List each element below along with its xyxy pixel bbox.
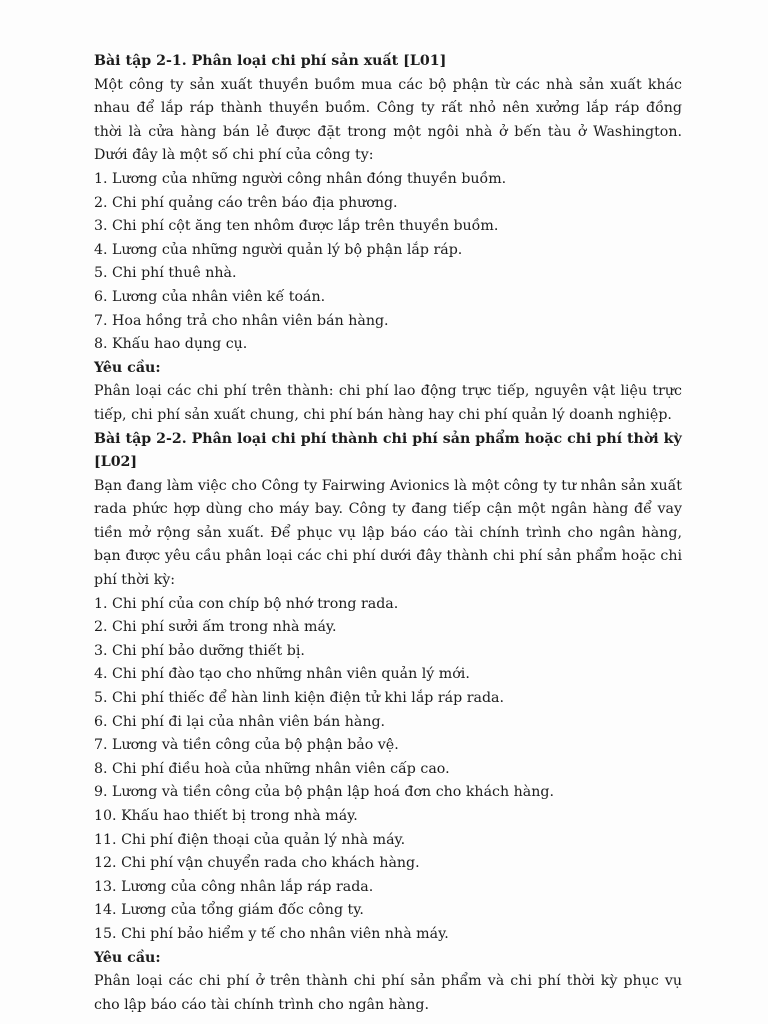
exercise-1-requirement-label: Yêu cầu:: [94, 359, 161, 376]
list-item: 5. Chi phí thiếc để hàn linh kiện điện tử khi lắp ráp rada.: [94, 690, 505, 707]
list-item: 1. Lương của những người công nhân đóng thuyền buồm.: [94, 170, 507, 187]
list-item: 12. Chi phí vận chuyển rada cho khách hàng.: [94, 855, 420, 872]
list-item: 11. Chi phí điện thoại của quản lý nhà máy.: [94, 831, 406, 848]
list-item: 10. Khấu hao thiết bị trong nhà máy.: [94, 808, 358, 824]
list-item: 6. Chi phí đi lại của nhân viên bán hàng.: [94, 713, 386, 730]
exercise-2-requirement-text: Phân loại các chi phí ở trên thành chi phí sản phẩm và chi phí thời kỳ phục vụ cho lập báo cáo tài chính trình cho ngân hàng.: [94, 973, 682, 1013]
list-item: 4. Chi phí đào tạo cho những nhân viên quản lý mới.: [94, 666, 470, 683]
exercise-2-title: Bài tập 2-2. Phân loại chi phí thành chi phí sản phẩm hoặc chi phí thời kỳ [L02]: [94, 430, 682, 471]
list-item: 2. Chi phí quảng cáo trên báo địa phương.: [94, 194, 398, 211]
list-item: 8. Chi phí điều hoà của những nhân viên cấp cao.: [94, 760, 450, 777]
list-item: 3. Chi phí bảo dưỡng thiết bị.: [94, 642, 305, 659]
list-item: 13. Lương của công nhân lắp ráp rada.: [94, 878, 374, 895]
exercise-2-cost-list: [94, 593, 682, 947]
list-item: 3. Chi phí cột ăng ten nhôm được lắp trên thuyền buồm.: [94, 218, 499, 235]
exercise-1-title: Bài tập 2-1. Phân loại chi phí sản xuất [L01]: [94, 53, 447, 69]
list-item: 6. Lương của nhân viên kế toán.: [94, 288, 326, 305]
list-item: 1. Chi phí của con chíp bộ nhớ trong rada.: [94, 595, 399, 612]
exercise-1-requirement-text: Phân loại các chi phí trên thành: chi phí lao động trực tiếp, nguyên vật liệu trực tiếp, chi phí sản xuất chung, chi phí bán hàng hay chi phí quản lý doanh nghiệp.: [94, 383, 682, 423]
list-item: 9. Lương và tiền công của bộ phận lập hoá đơn cho khách hàng.: [94, 784, 554, 801]
list-item: 7. Hoa hồng trả cho nhân viên bán hàng.: [94, 312, 389, 329]
exercise-2-intro: Bạn đang làm việc cho Công ty Fairwing Avionics là một công ty tư nhân sản xuất rada phức hợp dùng cho máy bay. Công ty đang tiếp cận một ngân hàng để vay tiền mở rộng sản xuất. Để phục vụ lập báo cáo tài chính trình cho ngân hàng, bạn được yêu cầu phân loại các chi phí dưới đây thành chi phí sản phẩm hoặc chi phí thời kỳ:: [94, 477, 682, 589]
list-item: 8. Khấu hao dụng cụ.: [94, 336, 248, 353]
list-item: 4. Lương của những người quản lý bộ phận lắp ráp.: [94, 241, 463, 258]
list-item: 2. Chi phí sưởi ấm trong nhà máy.: [94, 619, 337, 636]
document-body: [94, 50, 682, 1017]
list-item: 7. Lương và tiền công của bộ phận bảo vệ.: [94, 737, 399, 754]
list-item: 5. Chi phí thuê nhà.: [94, 265, 237, 282]
exercise-2-requirement-label: Yêu cầu:: [94, 949, 161, 966]
exercise-1-cost-list: [94, 168, 682, 357]
exercise-1-intro: Một công ty sản xuất thuyền buồm mua các bộ phận từ các nhà sản xuất khác nhau để lắp ráp thành thuyền buồm. Công ty rất nhỏ nên xưởng lắp ráp đồng thời là cửa hàng bán lẻ được đặt trong một ngôi nhà ở bến tàu ở Washington. Dưới đây là một số chi phí của công ty:: [94, 76, 682, 164]
list-item: 15. Chi phí bảo hiểm y tế cho nhân viên nhà máy.: [94, 925, 449, 942]
list-item: 14. Lương của tổng giám đốc công ty.: [94, 902, 364, 919]
